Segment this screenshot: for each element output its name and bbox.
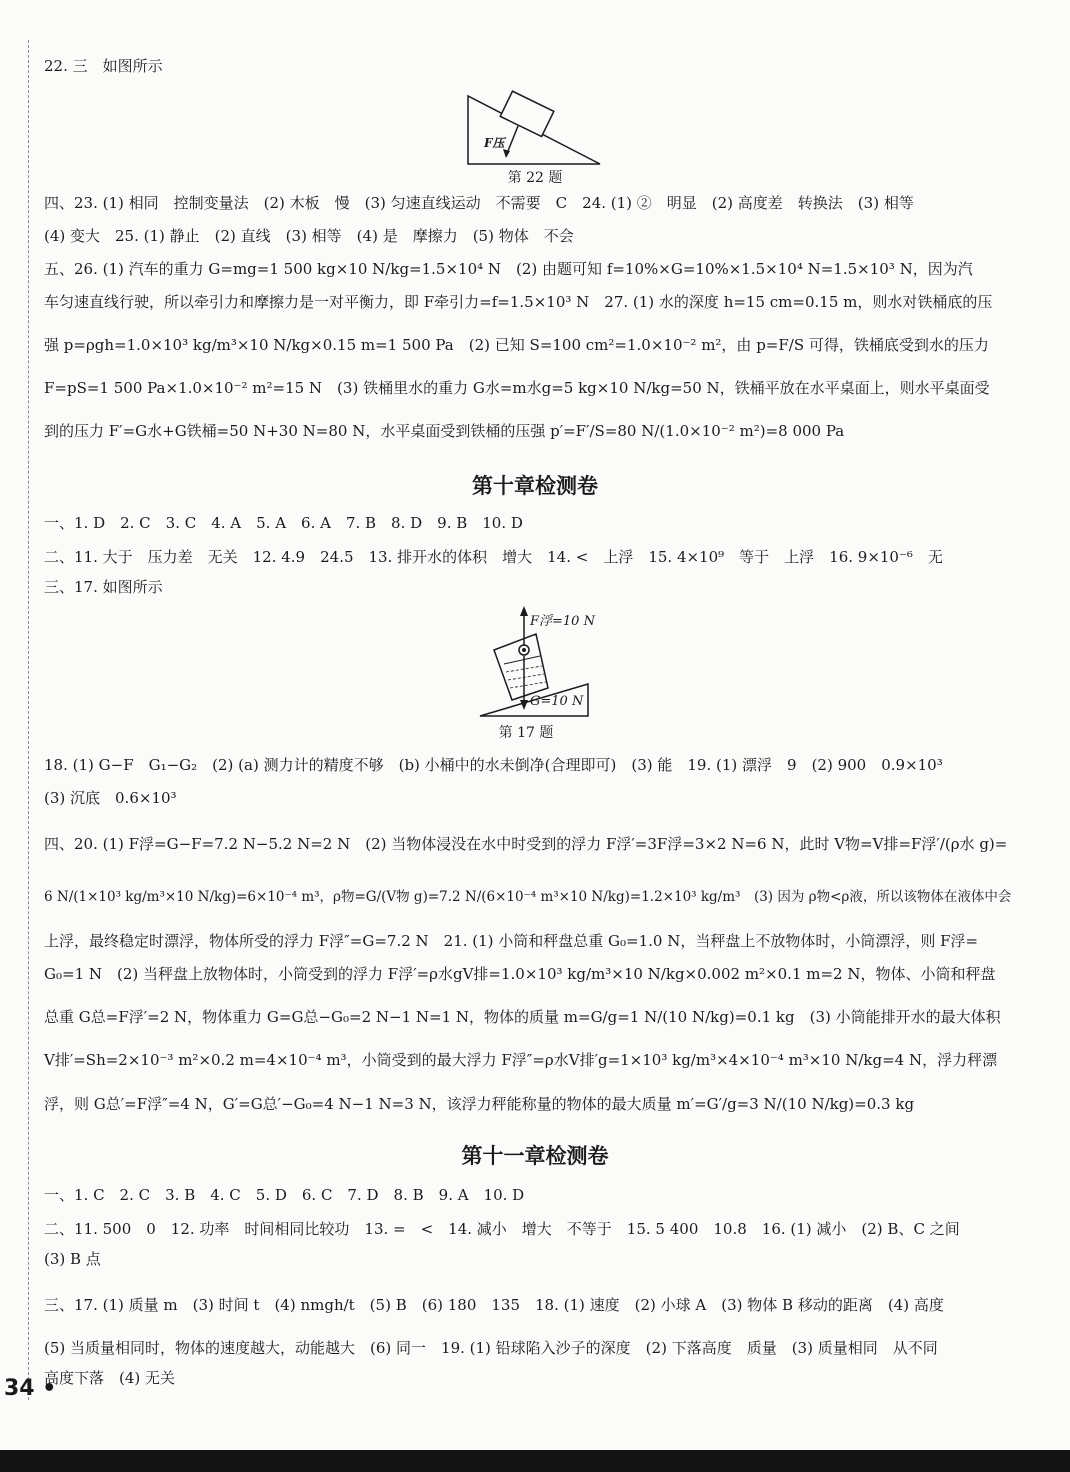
binding-dashed-line (28, 40, 29, 1400)
figure-17-caption: 第 17 题 (498, 725, 554, 741)
ch10-fill-answers: 二、11. 大于 压力差 无关 12. 4.9 24.5 13. 排开水的体积 增大 14. < 上浮 15. 4×10⁹ 等于 上浮 16. 9×10⁻⁶ 无 (44, 548, 943, 566)
figure-17-buoyancy-label: F浮=10 N (530, 614, 595, 629)
answer-line-27b: 强 p=ρgh=1.0×10³ kg/m³×10 N/kg×0.15 m=1 500 Pa (2) 已知 S=100 cm²=1.0×10⁻² m²，由 p=F/S 可得，铁桶底受到水的压力 (44, 336, 989, 354)
ch11-fill-answers: 二、11. 500 0 12. 功率 时间相同比较功 13. = < 14. 减小 增大 不等于 15. 5 400 10.8 16. (1) 减小 (2) B、C 之间 (44, 1220, 960, 1238)
chapter-10-title: 第十章检测卷 (472, 474, 598, 498)
figure-22-svg (460, 86, 610, 166)
figure-22-caption: 第 22 题 (507, 170, 563, 186)
answer-line-23-24: 四、23. (1) 相同 控制变量法 (2) 木板 慢 (3) 匀速直线运动 不需要 C 24. (1) ② 明显 (2) 高度差 转换法 (3) 相等 (44, 194, 914, 212)
answer-line-21b: G₀=1 N (2) 当秤盘上放物体时，小筒受到的浮力 F浮′=ρ水gV排=1.0×10³ kg/m³×10 N/kg×0.002 m²×0.1 m=2 N，物体、小筒和秤盘 (44, 965, 996, 983)
figure-22-incline (460, 86, 610, 166)
answer-line-20c-21a: 上浮，最终稳定时漂浮，物体所受的浮力 F浮″=G=7.2 N 21. (1) 小筒和秤盘总重 G₀=1.0 N，当秤盘上不放物体时，小筒漂浮，则 F浮= (44, 932, 979, 950)
answer-line-27d: 到的压力 F′=G水+G铁桶=50 N+30 N=80 N，水平桌面受到铁桶的压强 p′=F′/S=80 N/(1.0×10⁻² m²)=8 000 Pa (44, 422, 845, 440)
bottom-scan-edge (0, 1450, 1070, 1472)
ch11-choice-answers: 一、1. C 2. C 3. B 4. C 5. D 6. C 7. D 8. B 9. A 10. D (44, 1186, 525, 1204)
answer-line-21c: 总重 G总=F浮′=2 N，物体重力 G=G总−G₀=2 N−1 N=1 N，物体的质量 m=G/g=1 N/(10 N/kg)=0.1 kg (3) 小筒能排开水的最大体积 (44, 1008, 1001, 1026)
answer-line-27c: F=pS=1 500 Pa×1.0×10⁻² m²=15 N (3) 铁桶里水的重力 G水=m水g=5 kg×10 N/kg=50 N，铁桶平放在水平桌面上，则水平桌面受 (44, 379, 990, 397)
answer-line-26a: 五、26. (1) 汽车的重力 G=mg=1 500 kg×10 N/kg=1.5×10⁴ N (2) 由题可知 f=10%×G=10%×1.5×10⁴ N=1.5×10³ N，因为汽 (44, 260, 973, 278)
ch11-experiment-18-19: (5) 当质量相同时，物体的速度越大，动能越大 (6) 同一 19. (1) 铅球陷入沙子的深度 (2) 下落高度 质量 (3) 质量相同 从不同 (44, 1339, 938, 1357)
answer-line-20b: 6 N/(1×10³ kg/m³×10 N/kg)=6×10⁻⁴ m³，ρ物=G/(V物 g)=7.2 N/(6×10⁻⁴ m³×10 N/kg)=1.2×10³ kg/m³ (3) 因为 ρ物<ρ液，所以该物体在液体中会 (44, 889, 1012, 905)
answer-line-21d: V排′=Sh=2×10⁻³ m²×0.2 m=4×10⁻⁴ m³，小筒受到的最大浮力 F浮″=ρ水V排′g=1×10³ kg/m³×4×10⁻⁴ m³×10 N/kg=4 N，浮力秤漂 (44, 1051, 998, 1069)
answer-line-26b-27a: 车匀速直线行驶，所以牵引力和摩擦力是一对平衡力，即 F牵引力=f=1.5×10³ N 27. (1) 水的深度 h=15 cm=0.15 m，则水对铁桶底的压 (44, 293, 993, 311)
ch10-choice-answers: 一、1. D 2. C 3. C 4. A 5. A 6. A 7. B 8. D 9. B 10. D (44, 514, 523, 532)
figure-22-force-label: F压 (484, 136, 505, 150)
answer-line-21e: 浮，则 G总′=F浮″=4 N，G′=G总′−G₀=4 N−1 N=3 N，该浮力秤能称量的物体的最大质量 m′=G′/g=3 N/(10 N/kg)=0.3 kg (44, 1095, 915, 1113)
figure-17-float-incline (476, 604, 596, 720)
answer-line-24-25: (4) 变大 25. (1) 静止 (2) 直线 (3) 相等 (4) 是 摩擦力 (5) 物体 不会 (44, 227, 574, 245)
answer-line-18-19: 18. (1) G−F G₁−G₂ (2) (a) 测力计的精度不够 (b) 小桶中的水未倒净(合理即可) (3) 能 19. (1) 漂浮 9 (2) 900 0.9×10³ (44, 756, 943, 774)
answer-line-20a: 四、20. (1) F浮=G−F=7.2 N−5.2 N=2 N (2) 当物体浸没在水中时受到的浮力 F浮′=3F浮=3×2 N=6 N，此时 V物=V排=F浮′/(ρ水 g)= (44, 835, 1008, 853)
answer-line-19b: (3) 沉底 0.6×10³ (44, 789, 177, 807)
page-number: 34 • (4, 1376, 57, 1401)
ch11-fill-answers-b: (3) B 点 (44, 1250, 101, 1268)
chapter-11-title: 第十一章检测卷 (461, 1144, 609, 1168)
figure-17-gravity-label: G=10 N (530, 694, 584, 709)
ch11-experiment-17-18: 三、17. (1) 质量 m (3) 时间 t (4) nmgh/t (5) B (6) 180 135 18. (1) 速度 (2) 小球 A (3) 物体 B 移动的距离 (4) 高度 (44, 1296, 944, 1314)
ch11-experiment-19b: 高度下落 (4) 无关 (44, 1369, 176, 1387)
answer-line-22: 22. 三 如图所示 (44, 57, 163, 75)
ch10-q17-line: 三、17. 如图所示 (44, 578, 163, 596)
